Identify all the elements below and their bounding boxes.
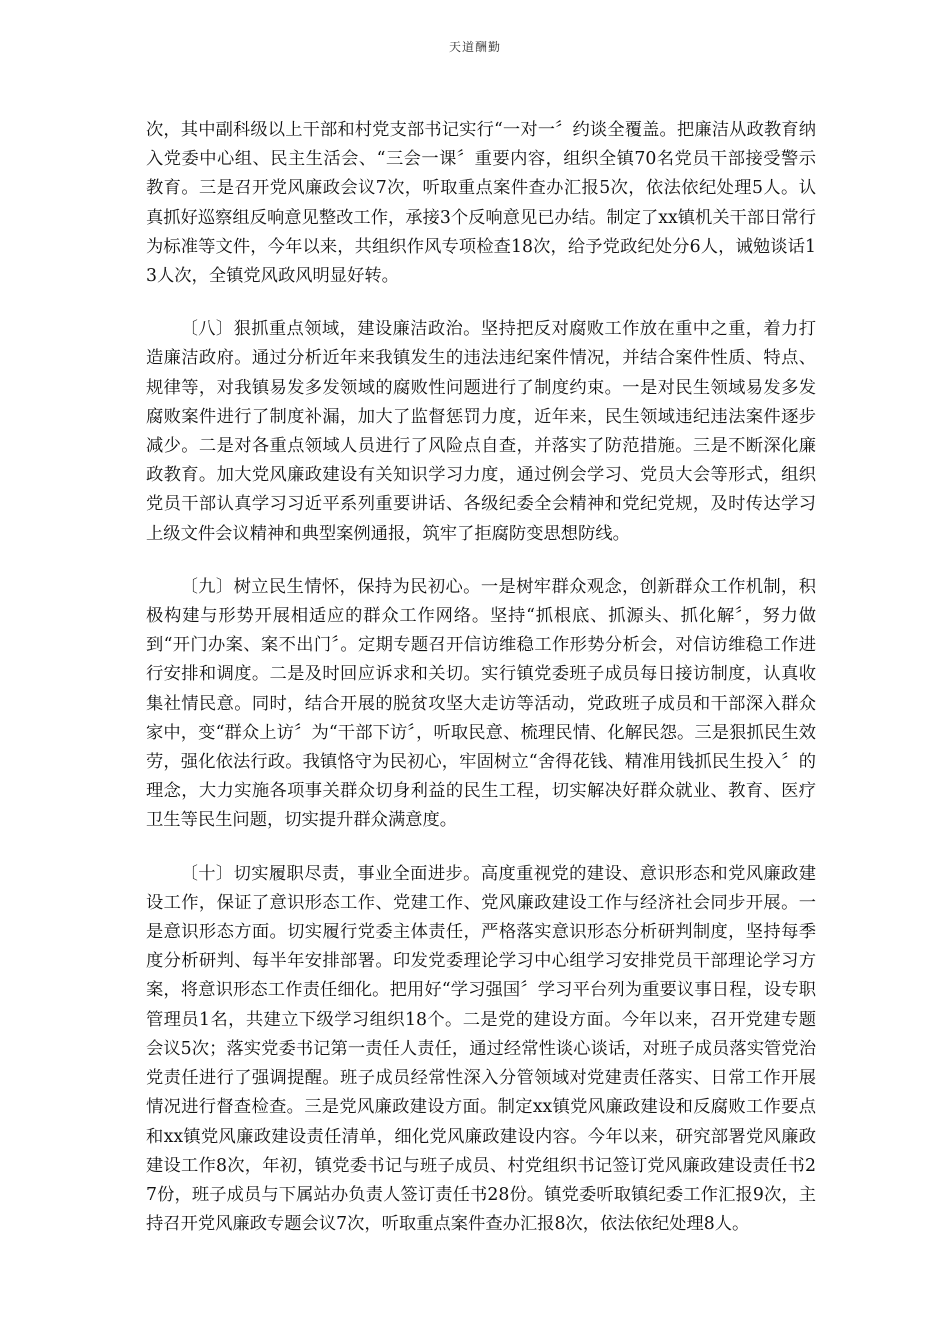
paragraph-section-10: 〔十〕切实履职尽责，事业全面进步。高度重视党的建设、意识形态和党风廉政建设工作，保证了意识形态工作、党建工作、党风廉政建设工作与经济社会同步开展。一是意识形态方面。切实履行党委主体责任，严格落实意识形态分析研判制度，坚持每季度分析研判、每半年安排部署。印发党委理论学习中心组学习安排党员干部理论学习方案，将意识形态工作责任细化。把用好“学习强国〞学习平台列为重要议事日程，设专职管理员1名，共建立下级学习组织18个。二是党的建设方面。今年以来，召开党建专题会议5次；落实党委书记第一责任人责任，通过经常性谈心谈话，对班子成员落实管党治党责任进行了强调提醒。班子成员经常性深入分管领域对党建责任落实、日常工作开展情况进行督查检查。三是党风廉政建设方面。制定xx镇党风廉政建设和反腐败工作要点和xx镇党风廉政建设责任清单，细化党风廉政建设内容。今年以来，研究部署党风廉政建设工作8次，年初，镇党委书记与班子成员、村党组织书记签订党风廉政建设责任书27份，班子成员与下属站办负责人签订责任书28份。镇党委听取镇纪委工作汇报9次，主持召开党风廉政专题会议7次，听取重点案件查办汇报8次，依法依纪处理8人。	[146, 863, 816, 1235]
paragraph-section-9: 〔九〕树立民生情怀，保持为民初心。一是树牢群众观念，创新群众工作机制，积极构建与形势开展相适应的群众工作网络。坚持“抓根底、抓源头、抓化解〞，努力做到“开门办案、案不出门〞。定期专题召开信访维稳工作形势分析会，对信访维稳工作进行安排和调度。二是及时回应诉求和关切。实行镇党委班子成员每日接访制度，认真收集社情民意。同时，结合开展的脱贫攻坚大走访等活动，党政班子成员和干部深入群众家中，变“群众上访〞为“干部下访〞，听取民意、梳理民情、化解民怨。三是狠抓民生效劳，强化依法行政。我镇恪守为民初心，牢固树立“舍得花钱、精准用钱抓民生投入〞的理念，大力实施各项事关群众切身利益的民生工程，切实解决好群众就业、教育、医疗卫生等民生问题，切实提升群众满意度。	[146, 576, 816, 831]
paragraph-continuation: 次，其中副科级以上干部和村党支部书记实行“一对一〞约谈全覆盖。把廉洁从政教育纳入党委中心组、民主生活会、“三会一课〞重要内容，组织全镇70名党员干部接受警示教育。三是召开党风廉政会议7次，听取重点案件查办汇报5次，依法依纪处理5人。认真抓好巡察组反响意见整改工作，承接3个反响意见已办结。制定了xx镇机关干部日常行为标准等文件，今年以来，共组织作风专项检查18次，给予党政纪处分6人，诫勉谈话13人次，全镇党风政风明显好转。	[146, 120, 816, 287]
page-header: 天道酬勤	[448, 40, 501, 54]
paragraph-section-8: 〔八〕狠抓重点领域，建设廉洁政治。坚持把反对腐败工作放在重中之重，着力打造廉洁政府。通过分析近年来我镇发生的违法违纪案件情况，并结合案件性质、特点、规律等，对我镇易发多发领域的腐败性问题进行了制度约束。一是对民生领域易发多发腐败案件进行了制度补漏，加大了监督惩罚力度，近年来，民生领域违纪违法案件逐步减少。二是对各重点领域人员进行了风险点自查，并落实了防范措施。三是不断深化廉政教育。加大党风廉政建设有关知识学习力度，通过例会学习、党员大会等形式，组织党员干部认真学习习近平系列重要讲话、各级纪委全会精神和党纪党规，及时传达学习上级文件会议精神和典型案例通报，筑牢了拒腐防变思想防线。	[146, 319, 816, 544]
document-body	[146, 116, 816, 1263]
